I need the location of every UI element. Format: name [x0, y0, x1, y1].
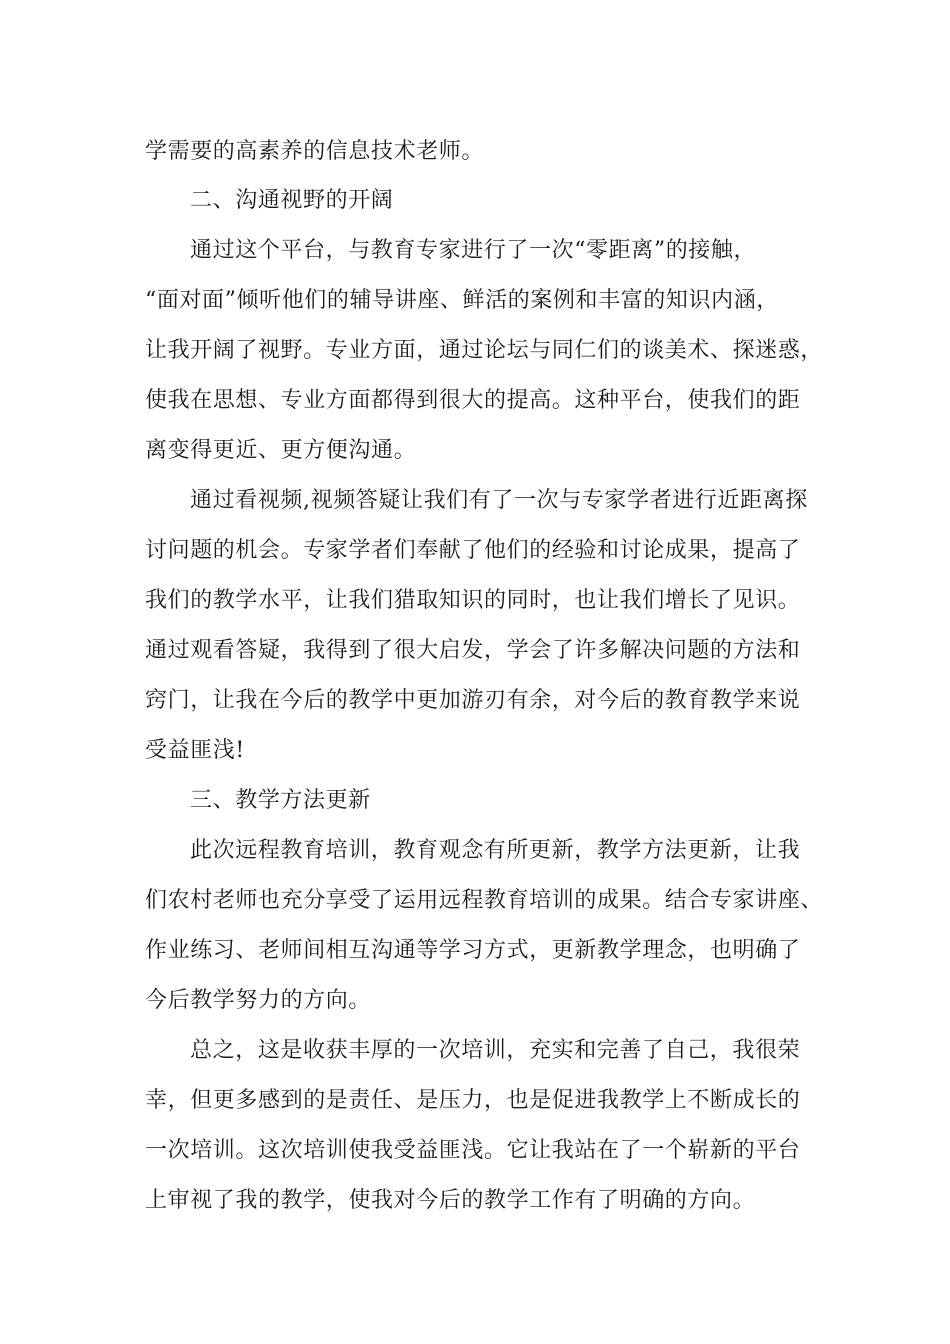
text-line: 我们的教学水平，让我们猎取知识的同时，也让我们增长了见识。	[145, 588, 801, 613]
text-line: 通过看视频,视频答疑让我们有了一次与专家学者进行近距离探	[190, 488, 808, 513]
text-line: 让我开阔了视野。专业方面，通过论坛与同仁们的谈美术、探迷惑，	[145, 338, 824, 363]
text-line: 通过观看答疑，我得到了很大启发，学会了许多解决问题的方法和	[145, 638, 801, 663]
text-line: 总之，这是收获丰厚的一次培训，充实和完善了自己，我很荣	[190, 1038, 801, 1063]
text-line: 离变得更近、更方便沟通。	[145, 438, 417, 463]
text-line: “面对面”倾听他们的辅导讲座、鲜活的案例和丰富的知识内涵，	[145, 288, 779, 313]
section-heading: 二、沟通视野的开阔	[190, 188, 394, 213]
text-line: 窍门，让我在今后的教学中更加游刃有余，对今后的教育教学来说	[145, 688, 801, 713]
text-line: 讨问题的机会。专家学者们奉献了他们的经验和讨论成果，提高了	[145, 538, 801, 563]
text-line: 受益匪浅!	[145, 738, 245, 763]
text-line: 们农村老师也充分享受了运用远程教育培训的成果。结合专家讲座、	[145, 888, 824, 913]
text-line: 作业练习、老师间相互沟通等学习方式，更新教学理念，也明确了	[145, 938, 801, 963]
text-line: 通过这个平台，与教育专家进行了一次“零距离”的接触，	[190, 238, 757, 263]
text-line: 学需要的高素养的信息技术老师。	[145, 139, 485, 164]
section-heading: 三、教学方法更新	[190, 788, 371, 813]
text-line: 一次培训。这次培训使我受益匪浅。它让我站在了一个崭新的平台	[145, 1138, 801, 1163]
text-line: 上审视了我的教学，使我对今后的教学工作有了明确的方向。	[145, 1188, 756, 1213]
text-line: 今后教学努力的方向。	[145, 988, 372, 1013]
text-line: 使我在思想、专业方面都得到很大的提高。这种平台，使我们的距	[145, 388, 801, 413]
text-line: 此次远程教育培训，教育观念有所更新，教学方法更新，让我	[190, 838, 801, 863]
text-line: 幸，但更多感到的是责任、是压力，也是促进我教学上不断成长的	[145, 1088, 801, 1113]
